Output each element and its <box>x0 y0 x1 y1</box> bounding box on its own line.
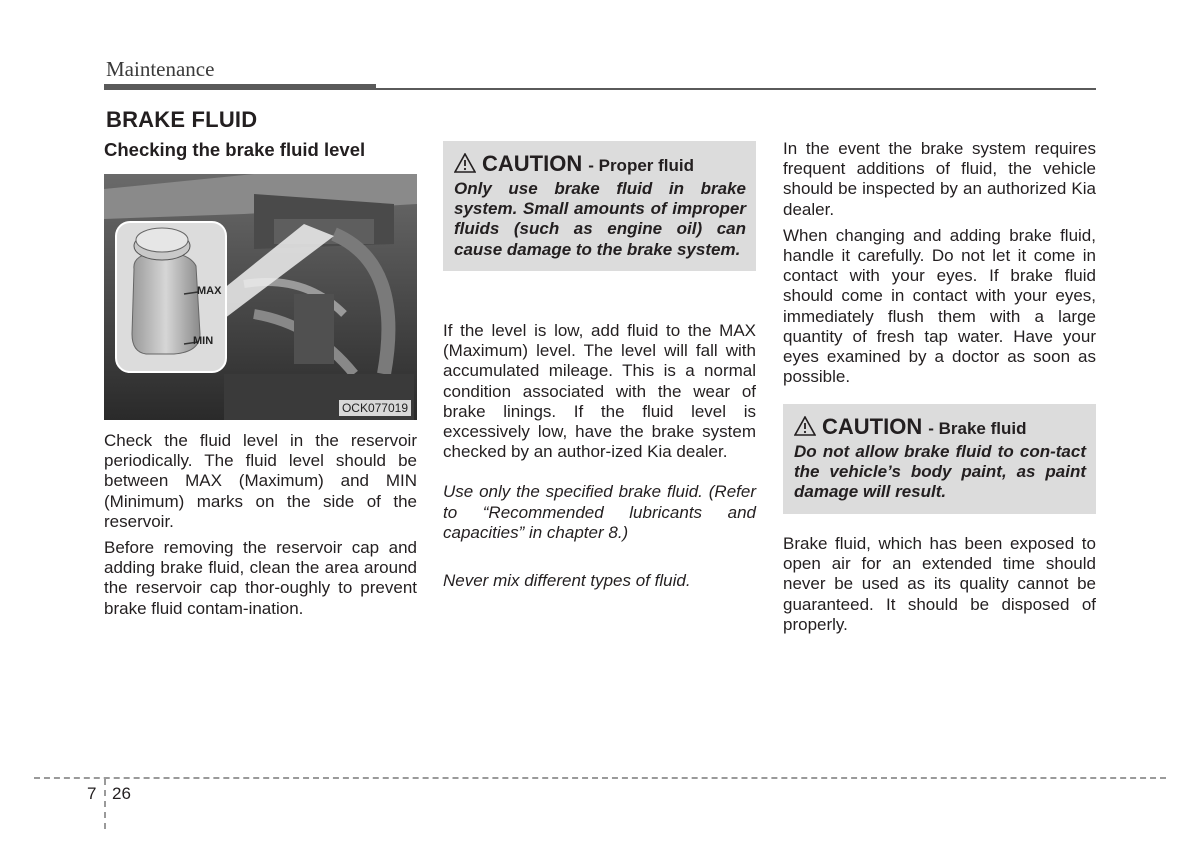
note-specified-fluid: Use only the specified brake fluid. (Refer to “Recommended lubricants and capacities” in chapter 8.) <box>443 482 756 542</box>
caution-box-brake-fluid <box>783 404 1096 514</box>
caution-subject: - Proper fluid <box>588 156 694 175</box>
caution-text: Do not allow brake fluid to con-tact the vehicle’s body paint, as paint damage will result. <box>794 442 1086 502</box>
paragraph: Check the fluid level in the reservoir periodically. The fluid level should be between MAX (Maximum) and MIN (Minimum) marks on the side of the reservoir. <box>104 431 417 531</box>
warning-triangle-icon <box>454 153 476 173</box>
caution-subject: - Brake fluid <box>928 419 1027 438</box>
caution-label: CAUTION <box>482 151 583 176</box>
header-rule-thin <box>376 88 1096 90</box>
paragraph: When changing and adding brake fluid, handle it carefully. Do not let it come in contact with your eyes. If brake fluid should come in contact with your eyes, immediately flush them with a large quantity of fresh tap water. Have your eyes examined by a doctor as soon as possible. <box>783 225 1096 387</box>
paragraph: In the event the brake system requires frequent additions of fluid, the vehicle should be inspected by an authorized Kia dealer. <box>783 139 1096 219</box>
paragraph: If the level is low, add fluid to the MAX (Maximum) level. The level will fall with accumulated mileage. This is a normal condition associated with the wear of brake linings. If the fluid level is excessively low, have the brake system checked by an author-ized Kia dealer. <box>443 321 756 462</box>
engine-bay-illustration <box>104 174 417 420</box>
max-marker-label: MAX <box>197 285 222 297</box>
paragraph: Brake fluid, which has been exposed to open air for an extended time should never be used as its quality cannot be guaranteed. It should be disposed of properly. <box>783 534 1096 634</box>
paragraph: Before removing the reservoir cap and adding brake fluid, clean the area around the reservoir cap thor-oughly to prevent brake fluid contam-ination. <box>104 538 417 618</box>
column-3-final-text <box>783 534 1096 641</box>
brake-fluid-reservoir-figure <box>104 174 417 420</box>
section-subtitle: Checking the brake fluid level <box>104 139 366 160</box>
column-1-text <box>104 431 417 625</box>
caution-label: CAUTION <box>822 414 923 439</box>
caution-heading <box>794 414 1086 440</box>
figure-code: OCK077019 <box>339 400 411 416</box>
footer-divider <box>34 777 1166 779</box>
page-title: BRAKE FLUID <box>106 107 258 132</box>
section-label: Maintenance <box>106 57 215 81</box>
warning-triangle-icon <box>794 416 816 436</box>
caution-text: Only use brake fluid in brake system. Small amounts of improper fluids (such as engine oil) can cause damage to the brake system. <box>454 179 746 259</box>
caution-heading <box>454 151 746 177</box>
header-rule-thick <box>104 84 376 90</box>
footer-vertical-divider <box>104 779 106 829</box>
min-marker-label: MIN <box>193 335 214 347</box>
column-3-text <box>783 139 1096 393</box>
chapter-number: 7 <box>87 784 97 803</box>
caution-box-proper-fluid <box>443 141 756 271</box>
column-2-text <box>443 321 756 597</box>
page-number: 26 <box>112 784 131 803</box>
note-never-mix: Never mix different types of fluid. <box>443 571 691 591</box>
